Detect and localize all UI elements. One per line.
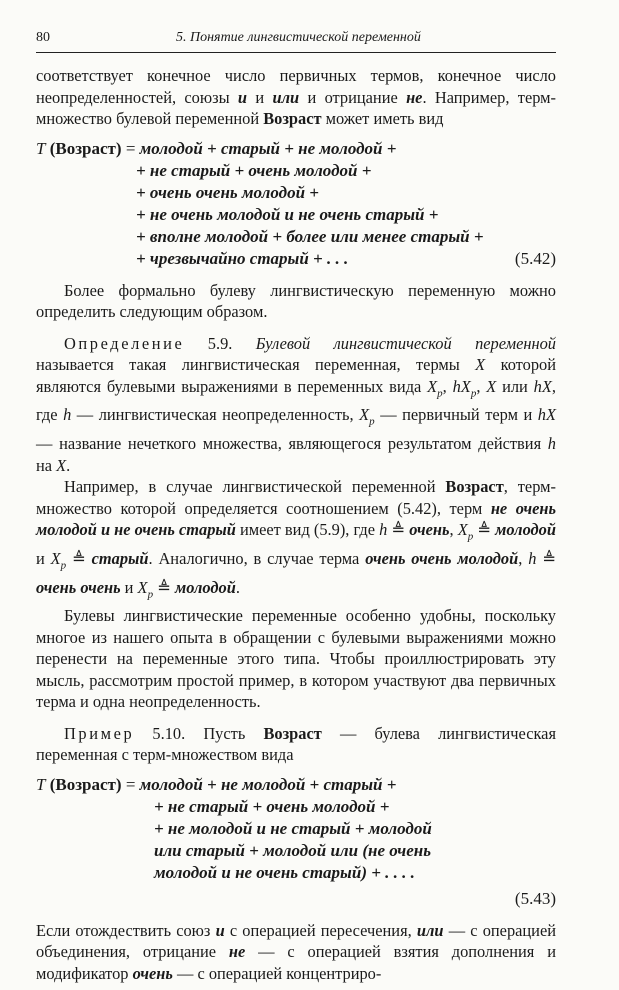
paragraph-5: Если отождествить союз и с операцией пересечения, или — с операцией объединения, отрицание не — с операцией взятия дополнения и модификатор очень — с операцией концентриро- [36,920,556,983]
paragraph-2: Более формально булеву лингвистическую переменную можно определить следующим образом. [36,280,556,321]
formula-5-43: T (Возраст) = молодой + не молодой + старый + + не старый + очень молодой + + не молодой и не старый + молодой или старый + молодой или (не очень молодой и не очень старый) + . . . . (5.43) [36,774,556,908]
paragraph-1: соответствует конечное число первичных термов, конечное число неопределенностей, союзы и и или и отрицание не. Например, терм-множество булевой переменной Возраст может иметь вид [36,66,556,128]
running-header [36,24,556,53]
definition-5-9: Определение 5.9. Булевой лингвистической переменной называется такая лингвистическая переменная, термы X которой являются булевыми выражениями в переменных вида $X_p$, $hX_p$, X или hX, где h — лингвистическая неопределенность, $X_p$ — первичный терм и hX — название нечеткого множества, являющегося результатом действия h на X. [36,333,556,475]
page [36,24,556,984]
formula-5-42: T (Возраст) = молодой + старый + не молодой + + не старый + очень молодой + + очень очень молодой + + не очень молодой и не очень старый + + вполне молодой + более или менее старый + + чрезвычайно старый + . . . (5.42) [36,138,556,268]
page-number: 80 [36,30,50,45]
example-5-10: Пример 5.10. Пусть Возраст — булева лингвистическая переменная с терм-множеством вида [36,723,556,765]
running-title: 5. Понятие лингвистической переменной [176,30,421,45]
paragraph-3: Например, в случае лингвистической переменной Возраст, терм-множество которой определяется соотношением (5.42), терм не очень молодой и не очень старый имеет вид (5.9), где h ≜ очень, $X_p$ ≜ молодой и $X_p$ ≜ старый. Аналогично, в случае терма очень очень молодой, h ≜ очень очень и $X_p$ ≜ молодой. [36,477,556,600]
paragraph-4: Булевы лингвистические переменные особенно удобны, поскольку многое из нашего опыта в обращении с булевыми выражениями можно перенести на переменные этого типа. Чтобы проиллюстрировать эту мысль, рассмотрим простой пример, в котором участвуют два первичных терма и одна неопределенность. [36,606,556,712]
equation-number: (5.43) [514,888,556,908]
equation-number: (5.42) [514,248,556,268]
